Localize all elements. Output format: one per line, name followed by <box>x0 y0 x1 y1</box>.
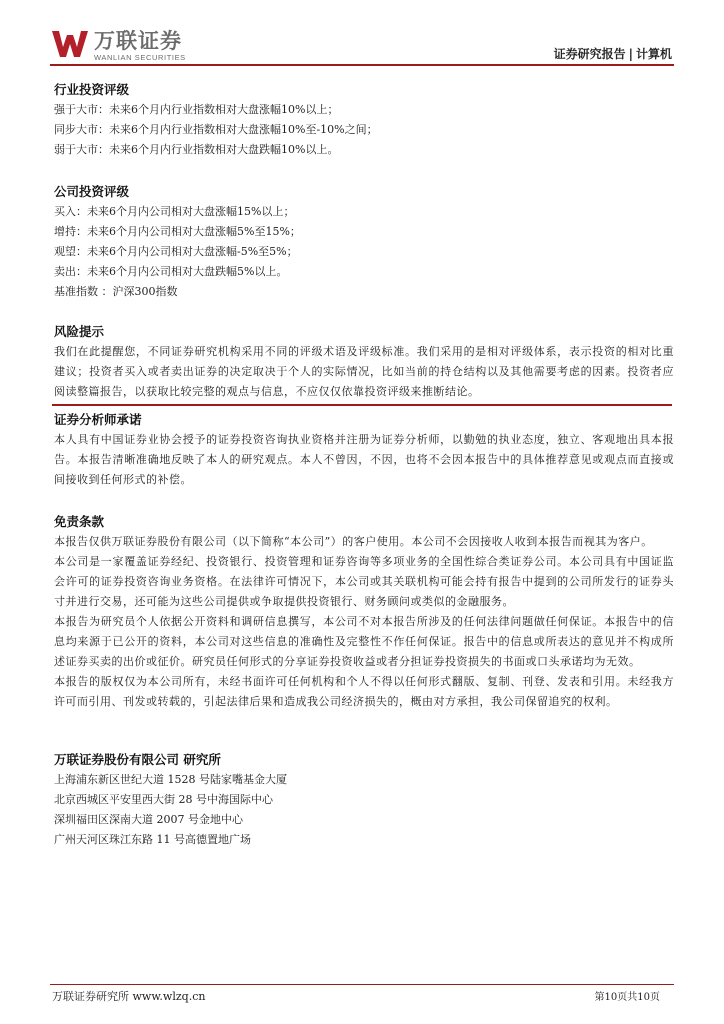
section-divider <box>52 404 672 406</box>
company-info-title: 万联证券股份有限公司 研究所 <box>54 752 221 767</box>
risk-title: 风险提示 <box>54 324 105 339</box>
page-header <box>0 0 724 70</box>
logo-english-name: WANLIAN SECURITIES <box>94 53 186 62</box>
disclaimer-paragraph: 本公司是一家覆盖证券经纪、投资银行、投资管理和证券咨询等多项业务的全国性综合类证券公司。本公司具有中国证监会许可的证券投资咨询业务资格。在法律许可情况下，本公司或其关联机构可能会持有报告中提到的公司所发行的证券头寸并进行交易，还可能为这些公司提供或争取提供投资银行、财务顾问或类似的金融服务。 <box>54 555 674 608</box>
report-type: 证券研究报告 <box>553 47 626 61</box>
risk-section <box>54 322 674 402</box>
company-rating-title: 公司投资评级 <box>54 184 130 199</box>
industry-rating-section <box>54 80 674 160</box>
disclaimer-paragraph: 本报告仅供万联证券股份有限公司（以下简称“本公司”）的客户使用。本公司不会因接收人收到本报告而视其为客户。 <box>54 535 653 548</box>
analyst-title: 证券分析师承诺 <box>54 412 142 427</box>
industry-rating-line: 弱于大市：未来6个月内行业指数相对大盘跌幅10%以上。 <box>54 143 339 156</box>
company-rating-line: 观望：未来6个月内公司相对大盘涨幅-5%至5%； <box>54 245 298 258</box>
report-sector: 计算机 <box>635 47 672 61</box>
wanlian-logo-icon <box>52 30 88 58</box>
disclaimer-section <box>54 512 674 712</box>
analyst-section <box>54 410 674 490</box>
risk-text: 我们在此提醒您，不同证券研究机构采用不同的评级术语及评级标准。我们采用的是相对评级体系，表示投资的相对比重建议；投资者买入或者卖出证券的决定取决于个人的实际情况，比如当前的持仓结构以及其他需要考虑的因素。投资者应阅读整篇报告，以获取比较完整的观点与信息，不应仅仅依靠投资评级来推断结论。 <box>54 345 674 398</box>
company-address: 深圳福田区深南大道 2007 号金地中心 <box>54 813 243 826</box>
header-divider <box>50 64 674 66</box>
disclaimer-paragraph: 本报告为研究员个人依据公开资料和调研信息撰写，本公司不对本报告所涉及的任何法律问题做任何保证。本报告中的信息均来源于已公开的资料，本公司对这些信息的准确性及完整性不作任何保证。报告中的信息或所表达的意见并不构成所述证券买卖的出价或征价。研究员任何形式的分享证券投资收益或者分担证券投资损失的书面或口头承诺均为无效。 <box>54 615 674 668</box>
disclaimer-title: 免责条款 <box>54 514 105 529</box>
industry-rating-title: 行业投资评级 <box>54 82 130 97</box>
logo-chinese-name: 万联证券 <box>94 29 182 53</box>
company-address: 上海浦东新区世纪大道 1528 号陆家嘴基金大厦 <box>54 773 287 786</box>
page-number: 第10页共10页 <box>594 992 660 1003</box>
footer-divider <box>50 984 674 985</box>
benchmark-index: 基准指数 ：沪深300指数 <box>54 285 178 298</box>
industry-rating-line: 同步大市：未来6个月内行业指数相对大盘涨幅10%至-10%之间； <box>54 123 378 136</box>
company-rating-line: 买入：未来6个月内公司相对大盘涨幅15%以上； <box>54 205 295 218</box>
company-info-section <box>54 750 674 850</box>
footer-source: 万联证券研究所 www.wlzq.cn <box>52 990 206 1003</box>
disclaimer-paragraph: 本报告的版权仅为本公司所有，未经书面许可任何机构和个人不得以任何形式翻版、复制、刊登、发表和引用。未经我方许可而引用、刊发或转载的，引起法律后果和造成我公司经济损失的，概由对方承担，我公司保留追究的权利。 <box>54 675 674 708</box>
industry-rating-line: 强于大市：未来6个月内行业指数相对大盘涨幅10%以上； <box>54 103 339 116</box>
company-address: 北京西城区平安里西大街 28 号中海国际中心 <box>54 793 273 806</box>
company-logo <box>52 30 186 62</box>
report-category <box>554 45 672 62</box>
company-address: 广州天河区珠江东路 11 号高德置地广场 <box>54 833 251 846</box>
header-separator: | <box>628 47 633 61</box>
company-rating-line: 增持：未来6个月内公司相对大盘涨幅5%至15%； <box>54 225 301 238</box>
page-content <box>54 80 674 850</box>
company-rating-line: 卖出：未来6个月内公司相对大盘跌幅5%以上。 <box>54 265 288 278</box>
company-rating-section <box>54 182 674 302</box>
analyst-text: 本人具有中国证券业协会授予的证券投资咨询执业资格并注册为证券分析师，以勤勉的执业态度，独立、客观地出具本报告。本报告清晰准确地反映了本人的研究观点。本人不曾因，不因，也将不会因本报告中的具体推荐意见或观点而直接或间接收到任何形式的补偿。 <box>54 433 674 486</box>
